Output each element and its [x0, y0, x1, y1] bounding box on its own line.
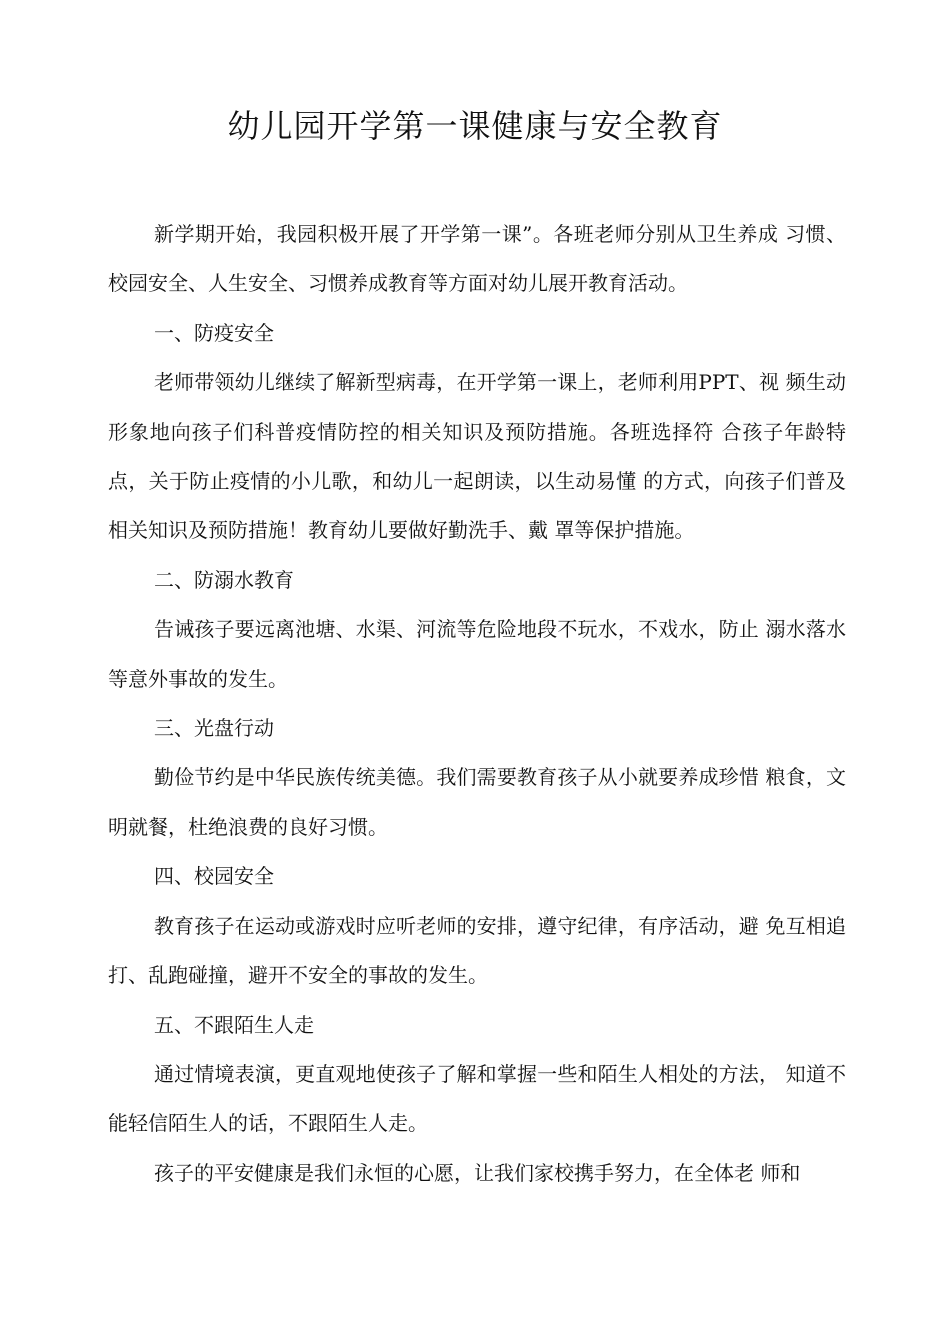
- section-heading-clean-plate: 三、光盘行动: [154, 716, 274, 741]
- closing-paragraph: 孩子的平安健康是我们永恒的心愿，让我们家校携手努力，在全体老 师和: [154, 1160, 801, 1185]
- section-heading-strangers: 五、不跟陌生人走: [154, 1012, 314, 1037]
- clean-plate-paragraph: 勤俭节约是中华民族传统美德。我们需要教育孩子从小就要养成珍惜 粮食，文明就餐，杜绝浪费的良好习惯。: [108, 765, 846, 839]
- campus-safety-paragraph: 教育孩子在运动或游戏时应听老师的安排，遵守纪律，有序活动，避 免互相追打、乱跑碰撞，避开不安全的事故的发生。: [108, 913, 846, 988]
- intro-paragraph: 新学期开始，我园积极开展了开学第一课”。各班老师分别从卫生养成 习惯、校园安全、人生安全、习惯养成教育等方面对幼儿展开教育活动。: [108, 222, 846, 296]
- section-heading-campus-safety: 四、校园安全: [154, 864, 274, 889]
- document-body: [108, 210, 846, 1198]
- strangers-paragraph: 通过情境表演，更直观地使孩子了解和掌握一些和陌生人相处的方法， 知道不能轻信陌生人的话，不跟陌生人走。: [108, 1061, 846, 1136]
- epidemic-paragraph: 老师带领幼儿继续了解新型病毒，在开学第一课上，老师利用PPT、视 频生动形象地向孩子们科普疫情防控的相关知识及预防措施。各班选择符 合孩子年龄特点，关于防止疫情的小儿歌，和幼儿一起朗读，以生动易懂 的方式，向孩子们普及相关知识及预防措施！教育幼儿要做好勤洗手、戴 罩等保护措施。: [108, 370, 846, 543]
- drowning-paragraph: 告诫孩子要远离池塘、水渠、河流等危险地段不玩水，不戏水，防止 溺水落水等意外事故的发生。: [108, 617, 846, 691]
- section-heading-epidemic: 一、防疫安全: [154, 320, 274, 345]
- section-heading-drowning: 二、防溺水教育: [154, 567, 294, 592]
- document-title: 幼儿园开学第一课健康与安全教育: [227, 107, 723, 145]
